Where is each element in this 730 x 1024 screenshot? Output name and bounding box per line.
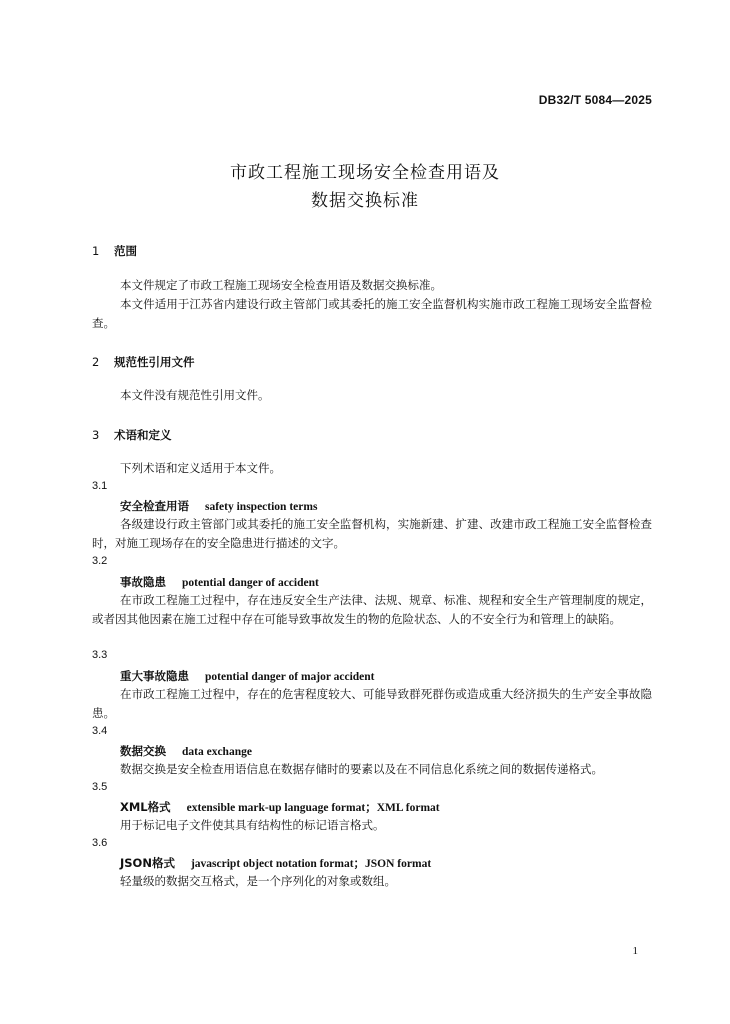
term-definition: 各级建设行政主管部门或其委托的施工安全监督机构，实施新建、扩建、改建市政工程施工安全监督检查时，对施工现场存在的安全隐患进行描述的文字。	[92, 517, 652, 550]
term-en: javascript object notation format；JSON format	[190, 858, 432, 870]
paragraph: 本文件适用于江苏省内建设行政主管部门或其委托的施工安全监督机构实施市政工程施工现场安全监督检查。	[92, 297, 652, 330]
term-definition: 在市政工程施工过程中，存在的危害程度较大、可能导致群死群伤或造成重大经济损失的生产安全事故隐患。	[92, 687, 652, 720]
paragraph: 下列术语和定义适用于本文件。	[120, 461, 281, 475]
section-number: 1	[92, 244, 100, 258]
term-zh: XML格式	[120, 800, 171, 814]
term-number: 3.5	[92, 781, 108, 793]
section-heading-normative-references	[92, 354, 195, 370]
term-number: 3.3	[92, 649, 108, 661]
term-definition: 在市政工程施工过程中，存在违反安全生产法律、法规、规章、标准、规程和安全生产管理制度的规定，或者因其他因素在施工过程中存在可能导致事故发生的物的危险状态、人的不安全行为和管理上的缺陷。	[92, 593, 652, 626]
term-entry	[120, 855, 431, 871]
term-number: 3.6	[92, 837, 108, 849]
term-definition: 用于标记电子文件使其具有结构性的标记语言格式。	[120, 818, 385, 832]
paragraph: 本文件规定了市政工程施工现场安全检查用语及数据交换标准。	[120, 278, 442, 292]
section-number: 3	[92, 428, 100, 442]
term-entry	[120, 743, 252, 759]
term-number: 3.2	[92, 555, 108, 567]
term-number: 3.4	[92, 725, 108, 737]
term-en: potential danger of major accident	[205, 671, 375, 683]
term-entry	[120, 668, 375, 684]
section-title: 范围	[114, 244, 137, 258]
term-zh: 重大事故隐患	[120, 669, 189, 683]
term-entry	[120, 799, 440, 815]
term-zh: JSON格式	[120, 856, 175, 870]
term-en: extensible mark-up language format；XML format	[186, 802, 440, 814]
term-entry	[120, 574, 319, 590]
document-title-line-1: 市政工程施工现场安全检查用语及	[230, 163, 500, 183]
term-zh: 安全检查用语	[120, 499, 189, 513]
term-en: potential danger of accident	[182, 577, 319, 589]
term-definition: 数据交换是安全检查用语信息在数据存储时的要素以及在不同信息化系统之间的数据传递格式。	[120, 762, 603, 776]
term-number: 3.1	[92, 480, 108, 492]
term-definition: 轻量级的数据交互格式，是一个序列化的对象或数组。	[120, 874, 396, 888]
standard-code: DB32/T 5084—2025	[538, 93, 652, 107]
section-heading-scope	[92, 243, 137, 259]
term-en: safety inspection terms	[205, 501, 318, 513]
paragraph: 本文件没有规范性引用文件。	[120, 388, 270, 402]
term-zh: 事故隐患	[120, 575, 166, 589]
term-zh: 数据交换	[120, 744, 166, 758]
page-number: 1	[632, 945, 638, 957]
section-number: 2	[92, 355, 100, 369]
term-entry	[120, 498, 317, 514]
term-en: data exchange	[182, 746, 252, 758]
section-title: 规范性引用文件	[114, 355, 195, 369]
section-heading-terms-definitions	[92, 427, 172, 443]
document-title-line-2: 数据交换标准	[311, 191, 419, 211]
section-title: 术语和定义	[114, 428, 172, 442]
